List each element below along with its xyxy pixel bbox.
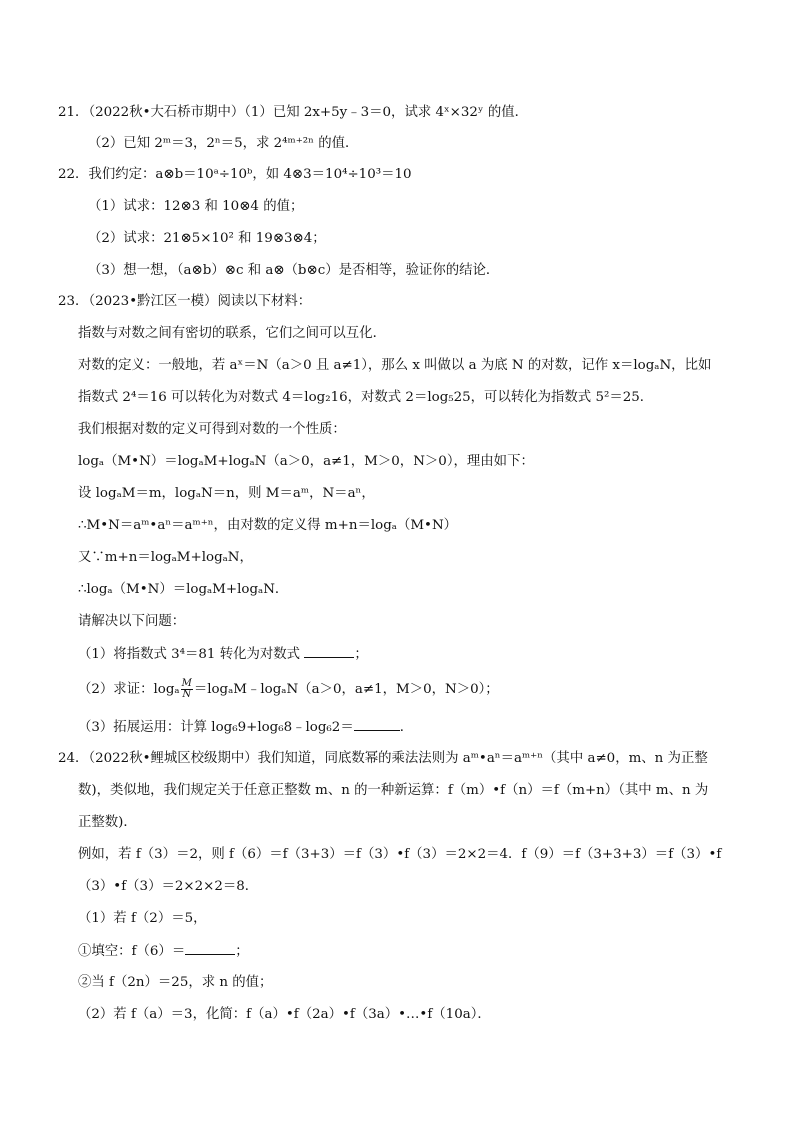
q23-line9: 又∵m+n＝logₐM+logₐN，: [78, 550, 253, 565]
q23-part2-post: ＝logₐM﹣logₐN（a＞0，a≠1，M＞0，N＞0）；: [193, 682, 499, 697]
q23-line7: 设 logₐM＝m，logₐN＝n，则 M＝aᵐ，N＝aⁿ，: [78, 486, 375, 501]
q24-line9: （2）若 f（a）＝3，化简：f（a）•f（2a）•f（3a）•…•f（10a）．: [78, 1007, 491, 1022]
q23-part2-pre: （2）求证：logₐ: [78, 682, 180, 697]
fraction-numerator: M: [181, 678, 192, 689]
q22-line4: （3）想一想，（a⊗b）⊗c 和 a⊗（b⊗c）是否相等，验证你的结论．: [88, 263, 500, 278]
q23-line4: 指数式 2⁴＝16 可以转化为对数式 4＝log₂16，对数式 2＝log₅25，可以转化为指数式 5²＝25．: [78, 390, 654, 405]
q23-line10: ∴logₐ（M•N）＝logₐM+logₐN．: [78, 582, 289, 597]
q23-line1: 23．（2023•黔江区一模）阅读以下材料：: [58, 294, 312, 309]
q24-line6: （1）若 f（2）＝5，: [78, 911, 207, 926]
q22-line1: 22．我们约定：a⊗b＝10ᵃ÷10ᵇ，如 4⊗3＝10⁴÷10³＝10: [58, 167, 412, 182]
q23-part3-text: （3）拓展运用：计算 log₆9+log₆8﹣log₆2＝: [78, 720, 354, 735]
q24-line1: 24．（2022秋•鲤城区校级期中）我们知道，同底数幂的乘法法则为 aᵐ•aⁿ＝aᵐ⁺ⁿ（其中 a≠0，m、n 为正整: [58, 751, 708, 766]
q23-part1-end: ；: [354, 647, 368, 662]
q23-part3: [78, 718, 413, 737]
q24-answer-blank[interactable]: [185, 942, 235, 955]
q23-line6: logₐ（M•N）＝logₐM+logₐN（a＞0，a≠1，M＞0，N＞0），理由如下：: [78, 454, 534, 469]
q24-line7-end: ；: [235, 944, 249, 959]
q23-part2: [78, 679, 499, 700]
q21-line1: 21．（2022秋•大石桥市期中）（1）已知 2x+5y﹣3＝0，试求 4ˣ×32ʸ 的值．: [58, 105, 529, 120]
fraction-denominator: N: [182, 689, 192, 700]
q24-line7-text: ①填空：f（6）＝: [78, 944, 186, 959]
q23-line8: ∴M•N＝aᵐ•aⁿ＝aᵐ⁺ⁿ，由对数的定义得 m+n＝logₐ（M•N）: [78, 518, 458, 533]
q24-line2: 数)，类似地，我们规定关于任意正整数 m、n 的一种新运算：f（m）•f（n）＝f（m+n）（其中 m、n 为: [78, 783, 709, 798]
q23-part3-end: ．: [399, 720, 414, 735]
q23-line3: 对数的定义：一般地，若 aˣ＝N（a＞0 且 a≠1），那么 x 叫做以 a 为底 N 的对数，记作 x＝logₐN，比如: [78, 358, 712, 373]
q23-line2: 指数与对数之间有密切的联系，它们之间可以互化．: [78, 326, 386, 341]
q24-line5: （3）•f（3）＝2×2×2＝8．: [78, 879, 259, 894]
q24-line7: [78, 942, 249, 961]
q24-line8: ②当 f（2n）＝25，求 n 的值；: [78, 975, 273, 990]
q21-line2: （2）已知 2ᵐ＝3，2ⁿ＝5，求 2⁴ᵐ⁺²ⁿ 的值．: [88, 136, 359, 151]
q23-part1-answer-blank[interactable]: [304, 645, 354, 658]
q22-line2: （1）试求：12⊗3 和 10⊗4 的值；: [88, 199, 304, 214]
q24-line3: 正整数)．: [78, 815, 137, 830]
q23-part2-fraction: [181, 679, 193, 700]
q23-part1-text: （1）将指数式 3⁴＝81 转化为对数式: [78, 647, 301, 662]
q23-part3-answer-blank[interactable]: [354, 718, 400, 731]
q23-part1: [78, 645, 368, 664]
q23-line11: 请解决以下问题：: [78, 614, 186, 629]
q23-line5: 我们根据对数的定义可得到对数的一个性质：: [78, 422, 346, 437]
q24-line4: 例如，若 f（3）＝2，则 f（6）＝f（3+3）＝f（3）•f（3）＝2×2＝4．f（9）＝f（3+3+3）＝f（3）•f: [78, 847, 722, 862]
q22-line3: （2）试求：21⊗5×10² 和 19⊗3⊗4；: [88, 231, 326, 246]
